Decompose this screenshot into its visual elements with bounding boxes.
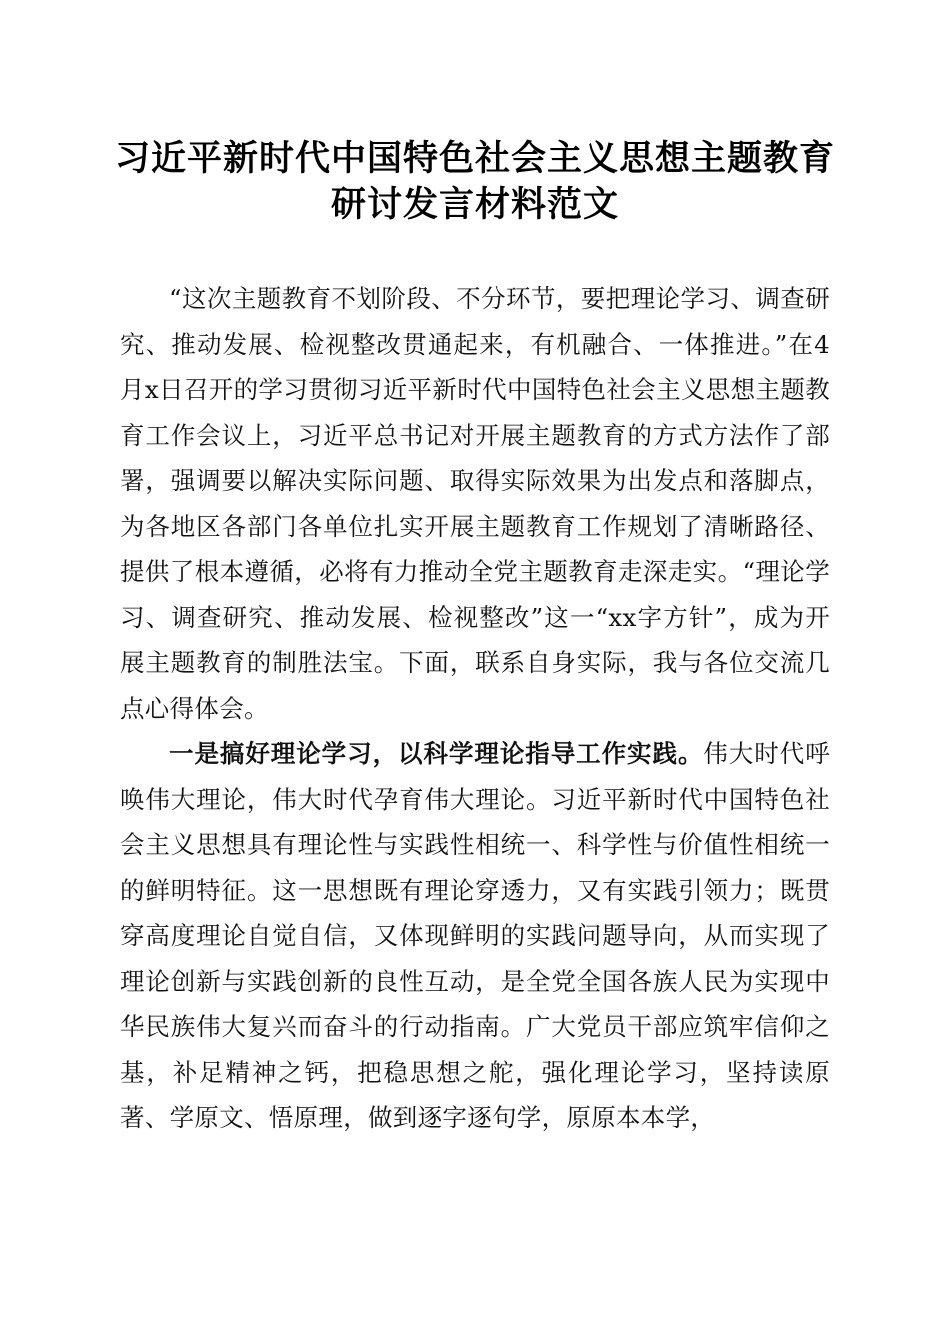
paragraph-intro bbox=[120, 276, 830, 731]
title-line-2: 研讨发言材料范文 bbox=[330, 184, 619, 225]
paragraph-point-one-lead: 一是搞好理论学习，以科学理论指导工作实践。 bbox=[169, 739, 704, 768]
document-body bbox=[120, 276, 830, 1141]
title-line-1: 习近平新时代中国特色社会主义思想主题教育 bbox=[114, 138, 835, 179]
paragraph-intro-text: “这次主题教育不划阶段、不分环节，要把理论学习、调查研究、推动发展、检视整改贯通起来，有机融合、一体推进。”在4月x日召开的学习贯彻习近平新时代中国特色社会主义思想主题教育工作会议上，习近平总书记对开展主题教育的方式方法作了部署，强调要以解决实际问题、取得实际效果为出发点和落脚点，为各地区各部门各单位扎实开展主题教育工作规划了清晰路径、提供了根本遵循，必将有力推动全党主题教育走深走实。“理论学习、调查研究、推动发展、检视整改”这一“xx字方针”，成为开展主题教育的制胜法宝。下面，联系自身实际，我与各位交流几点心得体会。 bbox=[120, 284, 830, 723]
paragraph-point-one-text: 伟大时代呼唤伟大理论，伟大时代孕育伟大理论。习近平新时代中国特色社会主义思想具有理论性与实践性相统一、科学性与价值性相统一的鲜明特征。这一思想既有理论穿透力，又有实践引领力；既贯穿高度理论自觉自信，又体现鲜明的实践问题导向，从而实现了理论创新与实践创新的良性互动，是全党全国各族人民为实现中华民族伟大复兴而奋斗的行动指南。广大党员干部应筑牢信仰之基，补足精神之钙，把稳思想之舵，强化理论学习，坚持读原著、学原文、悟原理，做到逐字逐句学，原原本本学， bbox=[120, 739, 830, 1132]
document-title bbox=[60, 136, 890, 228]
paragraph-point-one bbox=[120, 731, 830, 1141]
